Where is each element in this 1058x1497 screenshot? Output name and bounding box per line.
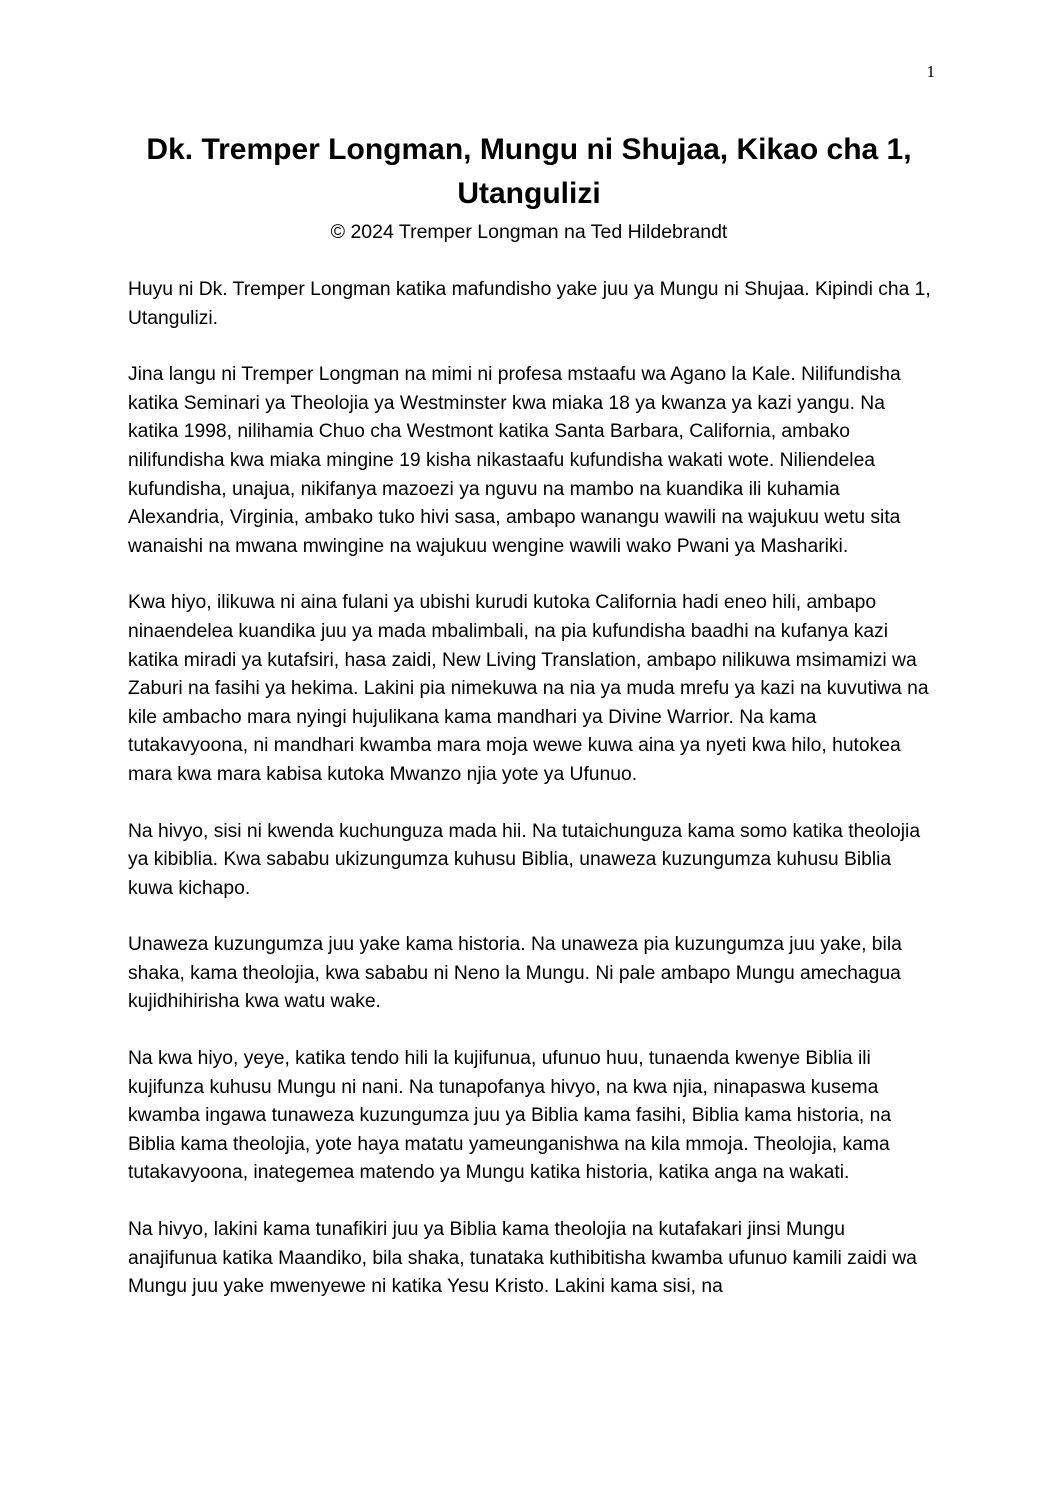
document-title: Dk. Tremper Longman, Mungu ni Shujaa, Kikao cha 1, Utangulizi xyxy=(146,133,912,210)
paragraph-5: Unaweza kuzungumza juu yake kama historia. Na unaweza pia kuzungumza juu yake, bila shaka, kama theolojia, kwa sababu ni Neno la Mungu. Ni pale ambapo Mungu amechagua kujidhihirisha kwa watu wake. xyxy=(128,934,902,1013)
page-number: 1 xyxy=(926,62,935,81)
paragraph-1: Huyu ni Dk. Tremper Longman katika mafundisho yake juu ya Mungu ni Shujaa. Kipindi cha 1, Utangulizi. xyxy=(128,279,931,329)
document-body xyxy=(128,276,936,1330)
paragraph-6: Na kwa hiyo, yeye, katika tendo hili la kujifunua, ufunuo huu, tunaenda kwenye Biblia ili kujifunza kuhusu Mungu ni nani. Na tunapofanya hivyo, na kwa njia, ninapaswa kusema kwamba ingawa tunaweza kuzungumza juu ya Biblia kama fasihi, Biblia kama historia, na Biblia kama theolojia, yote haya matatu yameunganishwa na kila mmoja. Theolojia, kama tutakavyoona, inategemea matendo ya Mungu katika historia, katika anga na wakati. xyxy=(128,1048,892,1184)
paragraph-3: Kwa hiyo, ilikuwa ni aina fulani ya ubishi kurudi kutoka California hadi eneo hili, ambapo ninaendelea kuandika juu ya mada mbalimbali, na pia kufundisha baadhi na kufanya kazi katika miradi ya kutafsiri, hasa zaidi, New Living Translation, ambapo nilikuwa msimamizi wa Zaburi na fasihi ya hekima. Lakini pia nimekuwa na nia ya muda mrefu ya kazi na kuvutiwa na kile ambacho mara nyingi hujulikana kama mandhari ya Divine Warrior. Na kama tutakavyoona, ni mandhari kwamba mara moja wewe kuwa aina ya nyeti kwa hilo, hutokea mara kwa mara kabisa kutoka Mwanzo njia yote ya Ufunuo. xyxy=(128,592,929,785)
paragraph-4: Na hivyo, sisi ni kwenda kuchunguza mada hii. Na tutaichunguza kama somo katika theolojia ya kibiblia. Kwa sababu ukizungumza kuhusu Biblia, unaweza kuzungumza kuhusu Biblia kuwa kichapo. xyxy=(128,820,921,899)
document-header xyxy=(110,128,948,246)
paragraph-2: Jina langu ni Tremper Longman na mimi ni profesa mstaafu wa Agano la Kale. Nilifundisha katika Seminari ya Theolojia ya Westminster kwa miaka 18 ya kwanza ya kazi yangu. Na katika 1998, nilihamia Chuo cha Westmont katika Santa Barbara, California, ambako nilifundisha kwa miaka mingine 19 kisha nikastaafu kufundisha wakati wote. Niliendelea kufundisha, unajua, nikifanya mazoezi ya nguvu na mambo na kuandika ili kuhamia Alexandria, Virginia, ambako tuko hivi sasa, ambapo wanangu wawili na wajukuu wetu sita wanaishi na mwana mwingine na wajukuu wengine wawili wako Pwani ya Mashariki. xyxy=(128,364,901,557)
paragraph-7: Na hivyo, lakini kama tunafikiri juu ya Biblia kama theolojia na kutafakari jinsi Mungu anajifunua katika Maandiko, bila shaka, tunataka kuthibitisha kwamba ufunuo kamili zaidi wa Mungu juu yake mwenyewe ni katika Yesu Kristo. Lakini kama sisi, na xyxy=(128,1219,917,1298)
copyright-line: © 2024 Tremper Longman na Ted Hildebrandt xyxy=(330,221,728,243)
